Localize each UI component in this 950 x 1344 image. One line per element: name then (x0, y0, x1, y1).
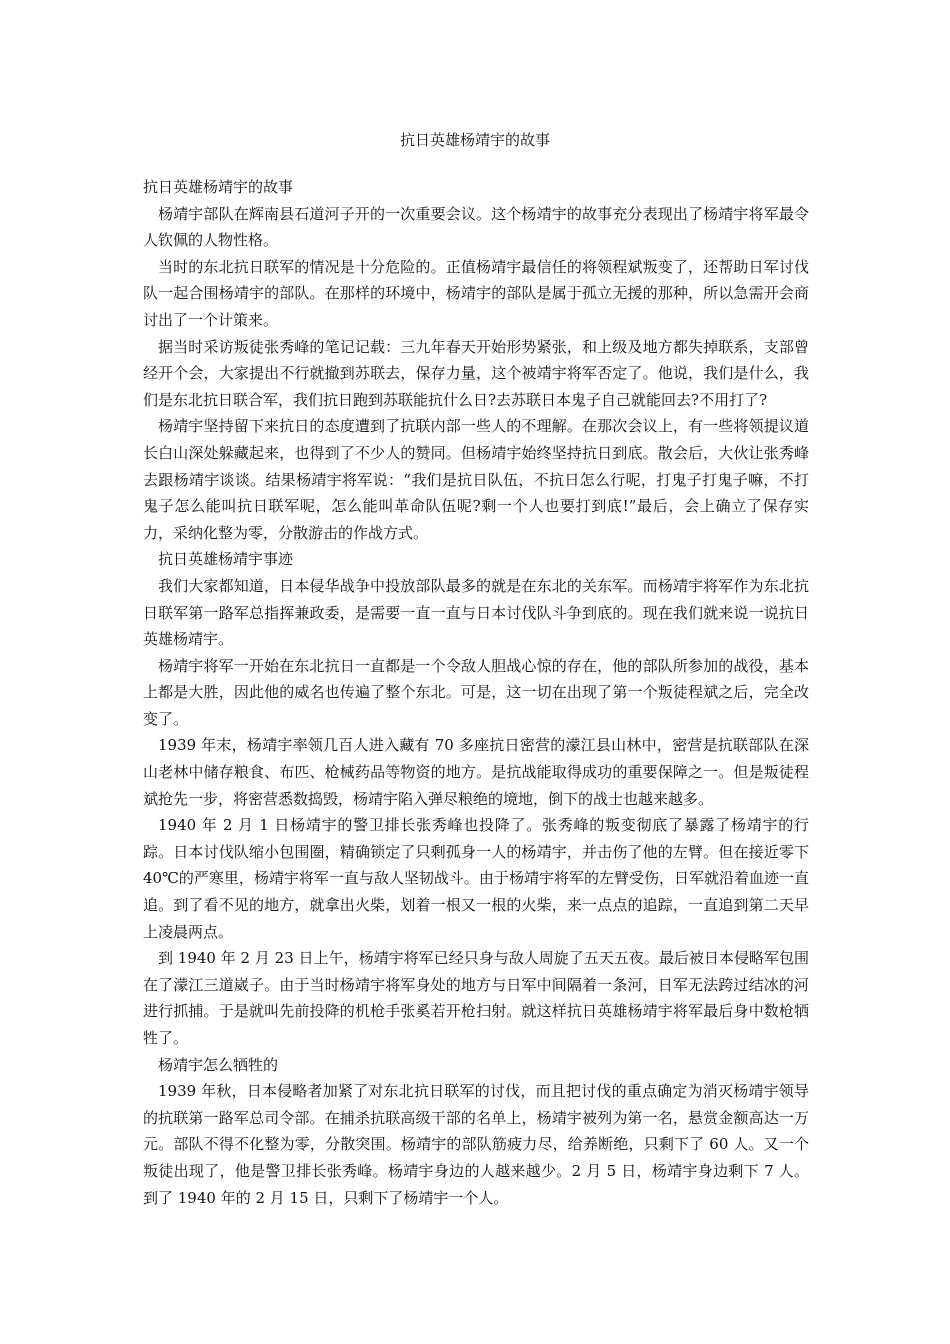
paragraph: 当时的东北抗日联军的情况是十分危险的。正值杨靖宇最信任的将领程斌叛变了，还帮助日军讨伐队一起合围杨靖宇的部队。在那样的环境中，杨靖宇的部队是属于孤立无援的那种，所以急需开会商讨出了一个计策来。 (143, 257, 809, 329)
paragraph: 我们大家都知道，日本侵华战争中投放部队最多的就是在东北的关东军。而杨靖宇将军作为东北抗日联军第一路军总指挥兼政委，是需要一直一直与日本讨伐队斗争到底的。现在我们就来说一说抗日英雄杨靖宇。 (143, 576, 809, 649)
document-title: 抗日英雄杨靖宇的故事 (399, 131, 550, 149)
section-heading: 杨靖宇怎么牺牲的 (158, 1055, 279, 1074)
section-heading: 抗日英雄杨靖宇事迹 (158, 550, 294, 569)
document-body (143, 174, 809, 1211)
section-heading: 抗日英雄杨靖宇的故事 (143, 178, 294, 196)
paragraph: 杨靖宇部队在辉南县石道河子开的一次重要会议。这个杨靖宇的故事充分表现出了杨靖宇将军最令人钦佩的人物性格。 (143, 204, 809, 250)
paragraph: 到 1940 年 2 月 23 日上午，杨靖宇将军已经只身与敌人周旋了五天五夜。最后被日本侵略军包围在了濛江三道崴子。由于当时杨靖宇将军身处的地方与日军中间隔着一条河，日军无法跨过结冰的河进行抓捕。于是就叫先前投降的机枪手张奚若开枪扫射。就这样抗日英雄杨靖宇将军最后身中数枪牺牲了。 (143, 949, 809, 1047)
paragraph: 杨靖宇坚持留下来抗日的态度遭到了抗联内部一些人的不理解。在那次会议上，有一些将领提议道长白山深处躲藏起来，也得到了不少人的赞同。但杨靖宇始终坚持抗日到底。散会后，大伙让张秀峰去跟杨靖宇谈谈。结果杨靖宇将军说：“我们是抗日队伍，不抗日怎么行呢，打鬼子打鬼子嘛，不打鬼子怎么能叫抗日联军呢，怎么能叫革命队伍呢?剩一个人也要打到底!”最后，会上确立了保存实力，采纳化整为零，分散游击的作战方式。 (143, 417, 809, 542)
paragraph: 据当时采访叛徒张秀峰的笔记记载：三九年春天开始形势紧张，和上级及地方都失掉联系，支部曾经开个会，大家提出不行就撤到苏联去，保存力量，这个被靖宇将军否定了。他说，我们是什么，我们是东北抗日联合军，我们抗日跑到苏联能抗什么日?去苏联日本鬼子自己就能回去?不用打了? (143, 337, 809, 409)
paragraph: 1939 年末，杨靖宇率领几百人进入藏有 70 多座抗日密营的濛江县山林中，密营是抗联部队在深山老林中储存粮食、布匹、枪械药品等物资的地方。是抗战能取得成功的重要保障之一。但是叛徒程斌抢先一步，将密营悉数捣毁，杨靖宇陷入弹尽粮绝的境地，倒下的战士也越来越多。 (143, 736, 809, 808)
paragraph: 1939 年秋，日本侵略者加紧了对东北抗日联军的讨伐，而且把讨伐的重点确定为消灭杨靖宇领导的抗联第一路军总司令部。在捕杀抗联高级干部的名单上，杨靖宇被列为第一名，悬赏金额高达一万元。部队不得不化整为零，分散突围。杨靖宇的部队筋疲力尽，给养断绝，只剩下了 60 人。又一个叛徒出现了，他是警卫排长张秀峰。杨靖宇身边的人越来越少。2 月 5 日，杨靖宇身边剩下 7 人。到了 1940 年的 2 月 15 日，只剩下了杨靖宇一个人。 (143, 1082, 809, 1207)
paragraph: 杨靖宇将军一开始在东北抗日一直都是一个令敌人胆战心惊的存在，他的部队所参加的战役，基本上都是大胜，因此他的威名也传遍了整个东北。可是，这一切在出现了第一个叛徒程斌之后，完全改变了。 (143, 656, 809, 728)
paragraph: 1940 年 2 月 1 日杨靖宇的警卫排长张秀峰也投降了。张秀峰的叛变彻底了暴露了杨靖宇的行踪。日本讨伐队缩小包围圈，精确锁定了只剩孤身一人的杨靖宇，并击伤了他的左臂。但在接近零下 40℃的严寒里，杨靖宇将军一直与敌人坚韧战斗。由于杨靖宇将军的左臂受伤，日军就沿着血迹一直追。到了看不见的地方，就拿出火柴，划着一根又一根的火柴，来一点点的追踪，一直追到第二天早上凌晨两点。 (143, 816, 809, 941)
